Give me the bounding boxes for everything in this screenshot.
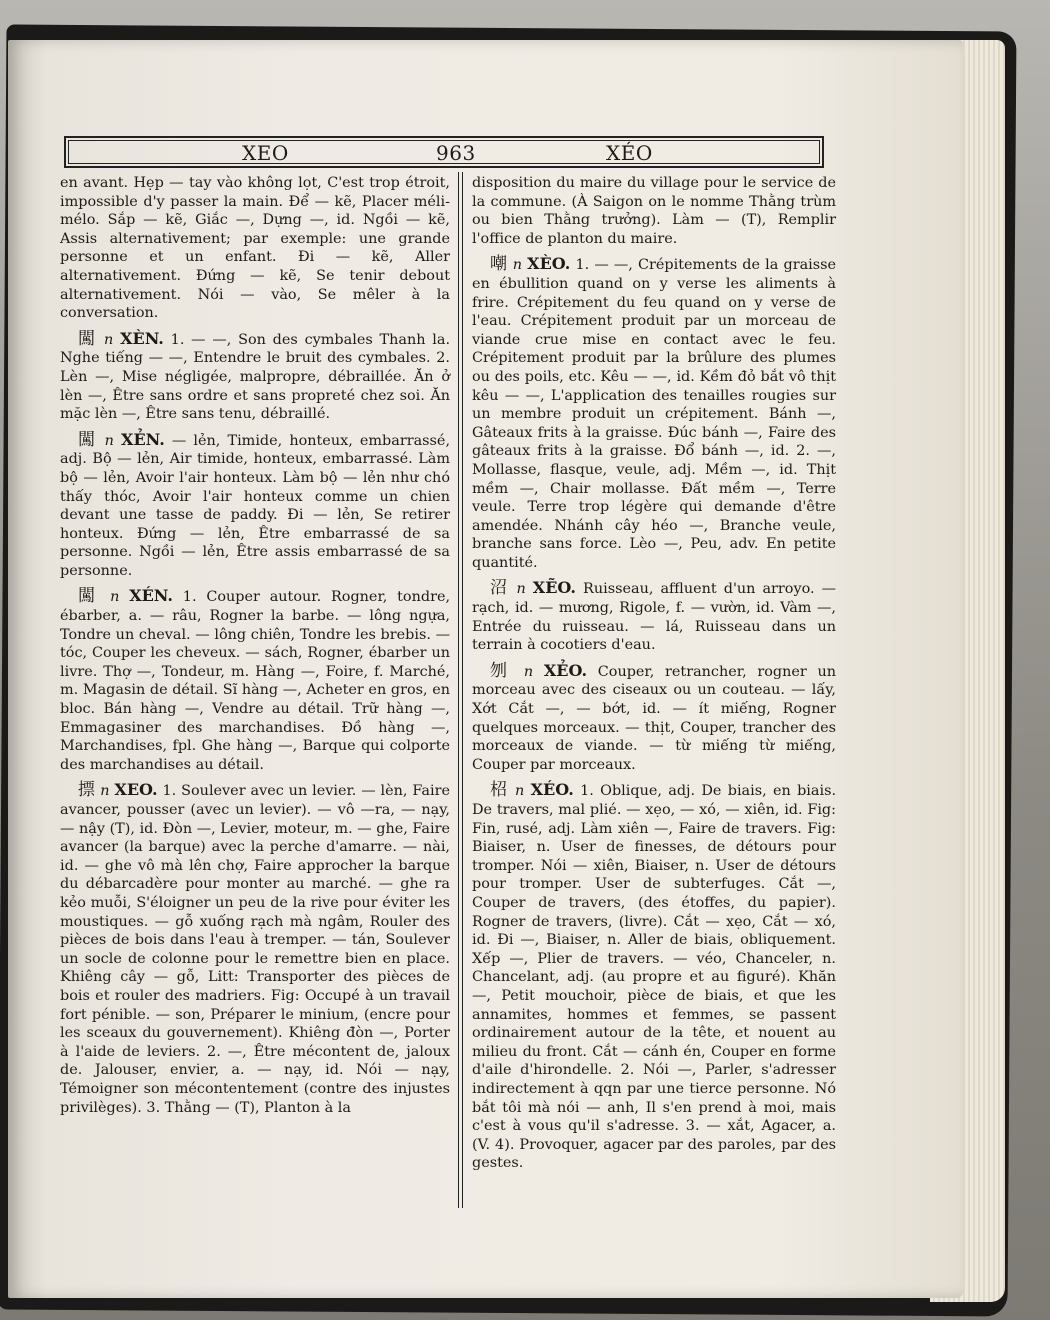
entry-text: 1. Soulever avec un levier. — lèn, Faire avancer, pousser (avec un levier). — vô —ra, — nạy, — nậy (T), id. Đòn —, Levier, moteur, m. — ghe, Faire avancer (la barque) avec la perche d'amarre. — nài, id. — ghe vô mà lên chợ, Faire approcher la barque du débarcadère pour monter au marché. — ghe ra kẻo muỗi, S'éloigner un peu de la rive pour éviter les moustiques. — gỗ xuống rạch mà ngâm, Rouler des pièces de bois dans l'eau à tremper. — tán, Soulever un socle de colonne pour le remettre bien en place. Khiêng cây — gỗ, Litt: Transporter des pièces de bois et rouler des madriers. Fig: Occupé à un travail fort pénible. — son, Préparer le minium, (encre pour les sceaux du gouvernement). Khiêng đòn —, Porter à l'aide de leviers. 2. —, Être mécontent de, jaloux de. Jalouser, envier, a. — nạy, id. Nói — nạy, Témoigner son mécontentement (contre des injustes privilèges). 3. Thằng — (T), Planton à la	[60, 783, 450, 1116]
entry-text: disposition du maire du village pour le service de la commune. (À Saigon on le nomme Thằng trùm ou bien Thằng trưởng). Làm — (T), Remplir l'office de planton du maire.	[472, 175, 836, 247]
entry-continuation	[472, 174, 836, 248]
han-character: 刎	[490, 660, 514, 681]
entry-text: en avant. Hẹp — tay vào không lọt, C'est trop étroit, impossible d'y passer la main. Để — kẽ, Placer méli-mélo. Sắp — kẽ, Giắc —, Dựng —, id. Ngồi — kẽ, Assis alternativement; par exemple: une grande personne et un enfant. Đi — kẽ, Aller alternativement. Đứng — kẽ, Se tenir debout alternativement. Nói — vào, Se mêler à la conversation.	[60, 175, 450, 322]
entry-continuation	[60, 174, 450, 323]
part-of-speech: n	[516, 581, 526, 598]
page-number: 963	[436, 141, 476, 165]
part-of-speech: n	[512, 257, 523, 274]
entry-text: 1. — —, Son des cymbales Thanh la. Nghe tiếng — —, Entendre le bruit des cymbales. 2. Lèn —, Mise négligée, malpropre, débraillée. Ăn ở lèn —, Être sans ordre et sans propreté chez soi. Ăn mặc lèn —, Être sans tenu, débraillé.	[60, 331, 451, 423]
entry-xeo-4	[472, 662, 836, 775]
han-character: 嘲	[490, 254, 508, 275]
entry-headword: XẺN.	[121, 429, 165, 449]
entry-xen-1	[60, 330, 450, 424]
entry-xen-3	[60, 587, 450, 774]
part-of-speech: n	[104, 432, 114, 449]
entry-headword: XÈO.	[527, 254, 571, 274]
dictionary-page	[8, 40, 963, 1298]
entry-headword: XẼO.	[532, 578, 576, 598]
column-rule	[458, 172, 463, 1208]
han-character: 摽	[78, 780, 96, 801]
header-left-headword: XEO	[242, 141, 289, 165]
entry-text: Couper, retrancher, rogner un morceau avec des ciseaux ou un couteau. — lấy, Xớt Cắt —, — bớt, id. — ít miếng, Rogner quelques morceaux. — thịt, Couper, trancher des morceaux de viande. — từ miếng từ miếng, Couper par morceaux.	[472, 663, 837, 773]
entry-text: 1. Couper autour. Rogner, tondre, ébarber, a. — râu, Rogner la barbe. — lông ngựa, Tondre un cheval. — lông chiên, Tondre les brebis. — tóc, Couper les cheveux. — sách, Rogner, ébarber un livre. Thợ —, Tondeur, m. Hàng —, Foire, f. Marché, m. Magasin de détail. Sĩ hàng —, Acheter en gros, en bloc. Bán hàng —, Vendre au détail. Trữ hàng —, Emmagasiner des marchandises. Đồ hàng —, Marchandises, fpl. Ghe hàng —, Barque qui colporte des marchandises au détail.	[60, 589, 451, 773]
running-header	[64, 136, 824, 168]
right-column	[472, 174, 836, 1180]
han-character: 闖	[78, 586, 101, 607]
entry-xeo-2	[472, 255, 836, 572]
entry-xen-2	[60, 431, 450, 581]
entry-xeo-5	[472, 781, 836, 1172]
entry-text: Ruisseau, affluent d'un arroyo. — rạch, id. — mương, Rigole, f. — vườn, id. Vàm —, Entrée du ruisseau. — lá, Ruisseau dans un terrain à cocotiers d'eau.	[472, 581, 836, 654]
part-of-speech: n	[515, 783, 525, 800]
entry-xeo-3	[472, 579, 836, 654]
han-character: 闖	[78, 429, 98, 450]
han-character: 沼	[490, 578, 510, 599]
part-of-speech: n	[104, 331, 114, 348]
header-right-headword: XÉO	[606, 141, 653, 165]
part-of-speech: n	[100, 783, 110, 800]
part-of-speech: n	[110, 589, 120, 606]
han-character: 柖	[490, 780, 509, 801]
entry-headword: XÈN.	[120, 328, 164, 348]
entry-xeo-1	[60, 781, 450, 1117]
han-character: 闖	[78, 328, 98, 349]
entry-headword: XÉN.	[129, 586, 173, 606]
entry-text: 1. — —, Crépitements de la graisse en ébullition quand on y verse les aliments à frire. Crépitement du feu quand on y verse de l'eau. Crépitement produit par un morceau de viande crue mise en contact avec le feu. Crépitement produit par la brûlure des plumes ou des poils, etc. Kêu — —, id. Kềm đỏ bắt vô thịt kêu — —, L'application des tenailles rougies sur un membre produit un crépitement. Bánh —, Gâteaux frits à la graisse. Đúc bánh —, Faire des gâteaux frits à la graisse. Đổ bánh —, id. 2. —, Mollasse, flasque, veule, adj. Mềm —, id. Thịt mềm —, Chair mollasse. Đất mềm —, Terre veule. Terre trop légère qui demande d'être amendée. Nhánh cây héo —, Branche veule, branche sans force. Lèo —, Peu, adv. En petite quantité.	[472, 257, 837, 571]
entry-text: 1. Oblique, adj. De biais, en biais. De travers, mal plié. — xẹo, — xó, — xiên, id. Fig: Fin, rusé, adj. Làm xiên —, Faire de travers. Fig: Biaiser, n. User de finesses, de détours pour tromper. Nói — xiên, Biaiser, n. User de détours pour tromper. User de subterfuges. Cắt —, Couper de travers, (des étoffes, du papier). Rogner de travers, (livre). Cắt — xẹo, Cắt — xó, id. Đi —, Biaiser, n. Aller de biais, obliquement. Xếp —, Plier de travers. — véo, Chanceler, n. Chancelant, adj. (au propre et au figuré). Khăn —, Petit mouchoir, pièce de biais, et que les annamites, hommes et femmes, se passent ordinairement autour de la tête, et nouent au milieu du front. Cắt — cánh én, Couper en forme d'aile d'hirondelle. 2. Nói —, Parler, s'adresser indirectement à qqn par une tierce personne. Nó bắt tôi mà nói — anh, Il s'en prend à moi, mais c'est à vous qu'il s'adresse. 3. — xắt, Agacer, a. (V. 4). Provoquer, agacer par des paroles, par des gestes.	[472, 783, 837, 1172]
entry-text: — lẻn, Timide, honteux, embarrassé, adj. Bộ — lẻn, Air timide, honteux, embarrassé. Làm bộ — lẻn, Avoir l'air honteux. Làm bộ — lẻn như chó thấy thóc, Avoir l'air honteux comme un chien devant une tasse de paddy. Đi — lẻn, Se retirer honteux. Đứng — lẻn, Être embarrassé de sa personne. Ngồi — lẻn, Être assis embarrassé de sa personne.	[60, 432, 451, 579]
left-column	[60, 174, 450, 1124]
entry-headword: XẺO.	[543, 660, 588, 680]
entry-headword: XÉO.	[530, 780, 574, 800]
part-of-speech: n	[523, 663, 534, 680]
entry-headword: XEO.	[114, 780, 158, 800]
